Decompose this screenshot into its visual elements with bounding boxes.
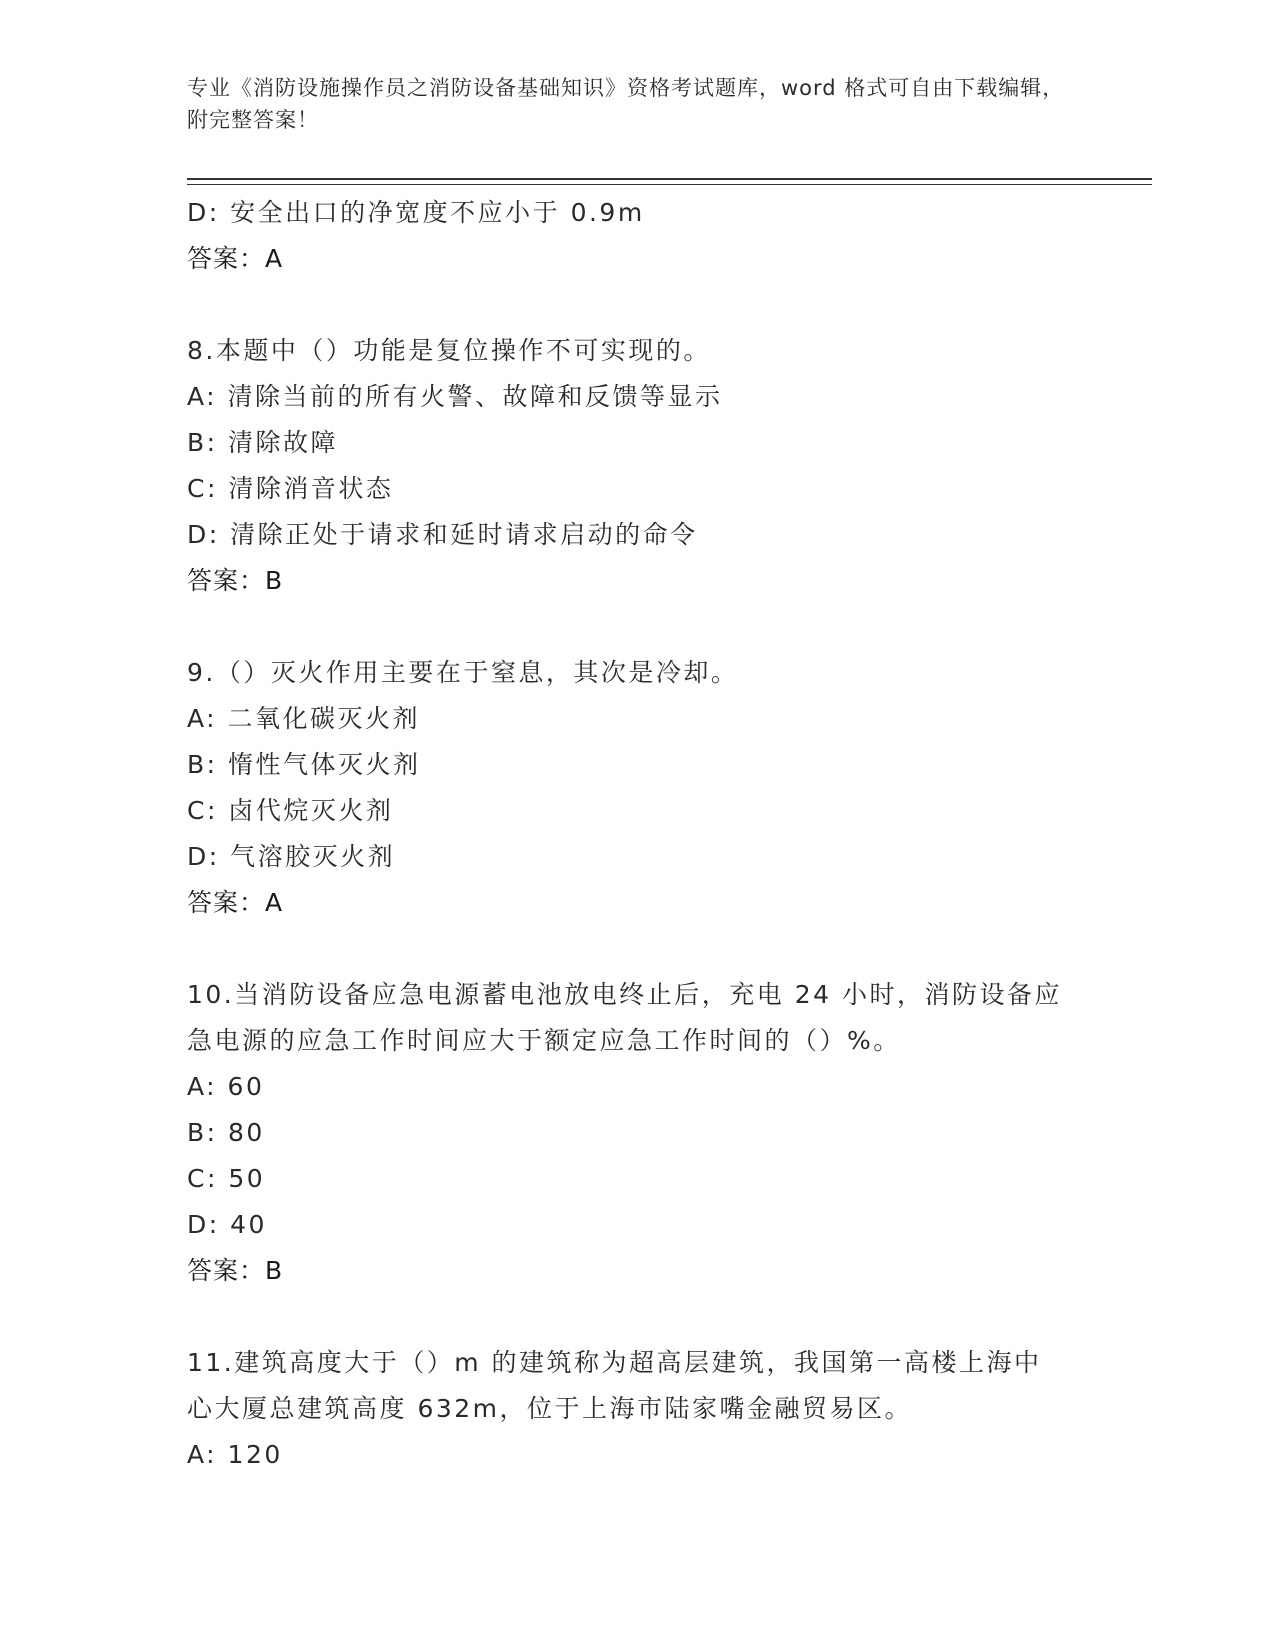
header-rule-thin (187, 184, 1152, 185)
question-text: 9.（）灭火作用主要在于窒息，其次是冷却。 (187, 658, 739, 687)
question-8 (187, 328, 1067, 604)
answer-label: 答案：A (187, 888, 284, 917)
question-10 (187, 972, 1067, 1294)
option-c: C: 50 (187, 1164, 266, 1193)
option-a: A: 60 (187, 1072, 265, 1101)
answer-label: 答案：B (187, 1256, 284, 1285)
question-7-tail (187, 190, 1067, 282)
question-text: 8.本题中（）功能是复位操作不可实现的。 (187, 336, 711, 365)
document-header: 专业《消防设施操作员之消防设备基础知识》资格考试题库，word 格式可自由下载编辑，附完整答案！ (187, 76, 1065, 132)
option-d: D: 40 (187, 1210, 267, 1239)
spacer (187, 604, 1067, 650)
answer-label: 答案：A (187, 244, 284, 273)
option-d: D: 气溶胶灭火剂 (187, 842, 396, 871)
question-text: 10.当消防设备应急电源蓄电池放电终止后，充电 24 小时，消防设备应急电源的应急工作时间应大于额定应急工作时间的（）%。 (187, 980, 1062, 1055)
option-c: C: 卤代烷灭火剂 (187, 796, 394, 825)
option-a: A: 120 (187, 1440, 283, 1469)
option-c: C: 清除消音状态 (187, 474, 394, 503)
spacer (187, 1294, 1067, 1340)
option-d: D: 安全出口的净宽度不应小于 0.9m (187, 198, 645, 227)
option-b: B: 80 (187, 1118, 265, 1147)
question-text: 11.建筑高度大于（）m 的建筑称为超高层建筑，我国第一高楼上海中心大厦总建筑高度 632m，位于上海市陆家嘴金融贸易区。 (187, 1348, 1042, 1423)
option-d: D: 清除正处于请求和延时请求启动的命令 (187, 520, 698, 549)
question-list (187, 190, 1067, 1478)
spacer (187, 282, 1067, 328)
option-b: B: 惰性气体灭火剂 (187, 750, 421, 779)
answer-label: 答案：B (187, 566, 284, 595)
question-9 (187, 650, 1067, 926)
option-a: A: 清除当前的所有火警、故障和反馈等显示 (187, 382, 723, 411)
header-rule-thick (187, 178, 1152, 180)
question-11 (187, 1340, 1067, 1478)
option-b: B: 清除故障 (187, 428, 339, 457)
option-a: A: 二氧化碳灭火剂 (187, 704, 421, 733)
spacer (187, 926, 1067, 972)
